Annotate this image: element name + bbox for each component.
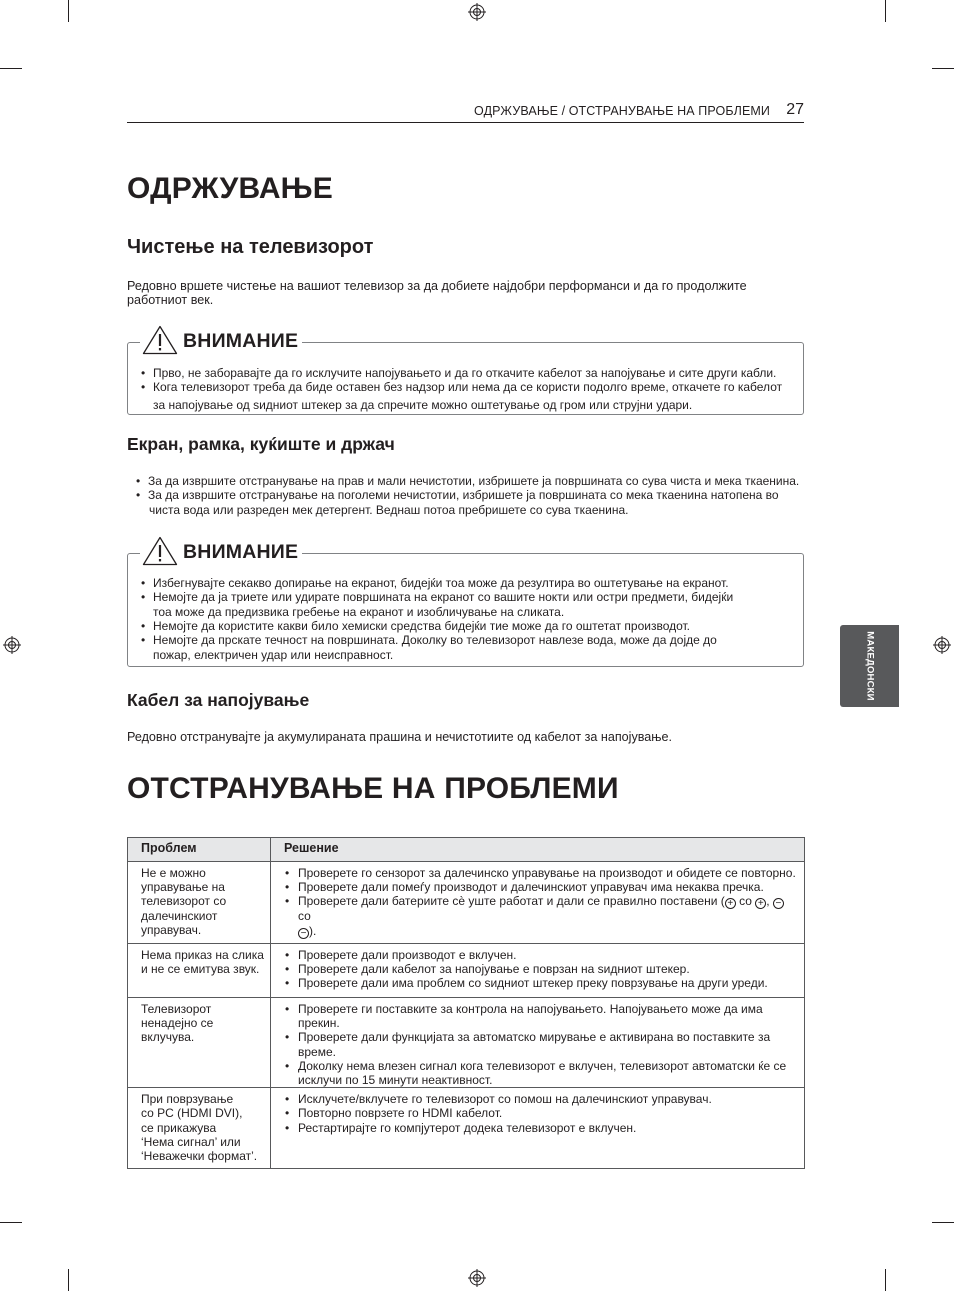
- problem-line: Телевизорот: [141, 1002, 212, 1016]
- caution-list: [141, 576, 791, 605]
- list-item: • Проверете го сензорот за далечинско управување на производот и обидете се повторно.: [283, 866, 796, 880]
- problem-line: управување на: [141, 880, 225, 895]
- crop-mark: [932, 1222, 954, 1223]
- list-item: • Проверете дали функцијата за автоматско мирување е активирана во поставките за време.: [283, 1030, 796, 1058]
- list-item: • Исклучете/вклучете го телевизорот со помош на далечинскиот управувач.: [283, 1092, 796, 1106]
- list-item: • Немојте да прскате течност на површината. Доколку во телевизорот навлезе вода, може да дојде до: [141, 633, 791, 647]
- table-row: [128, 998, 805, 1088]
- crop-mark: [68, 1269, 69, 1291]
- problem-line: Не е можно: [141, 866, 206, 880]
- problem-line: ‘Неважечки формат’.: [141, 1149, 258, 1164]
- problem-line: Нема приказ на слика: [141, 948, 264, 962]
- screen-heading: Екран, рамка, куќиште и држач: [127, 434, 395, 454]
- table-row: [128, 862, 805, 944]
- solution-list: [283, 1092, 796, 1135]
- cable-heading: Кабел за напојување: [127, 690, 310, 710]
- cleaning-intro: Редовно вршете чистење на вашиот телевизор за да добиете најдобри перформанси и да го продолжите работниот век.: [127, 279, 747, 307]
- problem-line: и не се емитува звук.: [141, 962, 260, 977]
- list-item: • За да извршите отстранување на поголеми нечистотии, избришете ја површината со мека ткаенина натопена во: [136, 488, 808, 502]
- crop-mark: [0, 1222, 22, 1223]
- problem-line: со PC (HDMI DVI),: [141, 1106, 243, 1121]
- caution-continuation: тоа може да предизвика гребење на екранот и изобличување на сликата.: [153, 605, 565, 619]
- caution-continuation: за напојување од ѕидниот штекер за да спречите можно оштетување од гром или струјни удари.: [153, 398, 693, 412]
- problem-line: се прикажува: [141, 1120, 217, 1135]
- minus-symbol-icon: −: [773, 898, 784, 909]
- registration-mark-icon: [468, 3, 486, 21]
- plus-symbol-icon: +: [755, 898, 766, 909]
- problem-cell: [128, 1088, 271, 1169]
- problem-line: управувач.: [141, 922, 202, 937]
- list-item: [283, 1059, 796, 1087]
- running-header: [127, 100, 804, 123]
- list-item: • Кога телевизорот треба да биде оставен без надзор или нема да се користи подолго време, откачете го кабелот: [141, 380, 782, 394]
- crop-mark: [885, 0, 886, 22]
- list-item: • Прво, не заборавајте да го исклучите напојувањето и да го откачите кабелот за напојување и сите други кабли.: [141, 366, 782, 380]
- registration-mark-icon: [933, 636, 951, 654]
- crop-mark: [932, 68, 954, 69]
- battery-text: Проверете дали батериите сѐ уште работат и дали се правилно поставени (: [298, 894, 725, 909]
- registration-mark-icon: [468, 1269, 486, 1287]
- problem-line: телевизорот со: [141, 894, 227, 909]
- solution-list: [283, 1002, 796, 1087]
- table-row: [128, 944, 805, 998]
- screen-list: [136, 474, 808, 503]
- problem-cell: [128, 944, 271, 998]
- solution-text: Доколку нема влезен сигнал кога телевизорот е вклучен, телевизорот автоматски ќе се: [298, 1058, 787, 1073]
- page-number: 27: [786, 101, 804, 118]
- problem-cell: [128, 862, 271, 944]
- solution-list: [283, 866, 796, 939]
- running-title: ОДРЖУВАЊЕ / ОТСТРАНУВАЊЕ НА ПРОБЛЕМИ: [474, 104, 770, 118]
- problem-line: ‘Нема сигнал’ или: [141, 1134, 241, 1149]
- crop-mark: [68, 0, 69, 22]
- list-item: • Проверете дали производот е вклучен.: [283, 948, 796, 962]
- list-item: • Проверете ги поставките за контрола на напојувањето. Напојувањето може да има прекин.: [283, 1002, 796, 1030]
- problem-line: вклучува.: [141, 1030, 195, 1045]
- troubleshooting-title: ОТСТРАНУВАЊЕ НА ПРОБЛЕМИ: [127, 772, 619, 805]
- solution-text: исклучи по 15 минути неактивност.: [298, 1073, 493, 1088]
- table-row: [128, 1088, 805, 1169]
- column-header-solution: Решение: [271, 838, 805, 862]
- plus-symbol-icon: +: [725, 898, 736, 909]
- list-item: • Избегнувајте секакво допирање на екранот, бидејќи тоа може да резултира во оштетување на екранот.: [141, 576, 791, 590]
- screen-continuation: чиста вода или разреден мек детергент. Веднаш потоа пребришете со сува ткаенина.: [149, 503, 629, 517]
- battery-text: ,: [766, 894, 773, 909]
- list-item: • Проверете дали кабелот за напојување е поврзан на ѕидниот штекер.: [283, 962, 796, 976]
- list-item: • Рестартирајте го компјутерот додека телевизорот е вклучен.: [283, 1121, 796, 1135]
- caution-label: ВНИМАНИЕ: [183, 330, 299, 352]
- problem-cell: [128, 998, 271, 1088]
- battery-text: со: [735, 894, 756, 909]
- solution-cell: [271, 862, 805, 944]
- caution-box-2: [127, 541, 804, 667]
- caution-continuation: пожар, електричен удар или неисправност.: [153, 648, 394, 662]
- problem-line: При поврзување: [141, 1092, 234, 1107]
- battery-text: со: [298, 909, 311, 924]
- column-header-problem: Проблем: [128, 838, 271, 862]
- maintenance-title: ОДРЖУВАЊЕ: [127, 172, 333, 205]
- list-item: • Повторно поврзете го HDMI кабелот.: [283, 1106, 796, 1120]
- battery-text: ).: [309, 923, 317, 938]
- solution-cell: [271, 1088, 805, 1169]
- language-tab: [840, 625, 899, 707]
- list-item: [283, 894, 796, 938]
- solution-list: [283, 948, 796, 991]
- registration-mark-icon: [3, 636, 21, 654]
- problem-line: ненадејно се: [141, 1016, 214, 1031]
- crop-mark: [0, 68, 22, 69]
- problem-line: далечинскиот: [141, 908, 218, 923]
- language-tab-label: МАКЕДОНСКИ: [864, 631, 875, 701]
- list-item: • Немојте да користите какви било хемиски средства бидејќи тие може да го оштетат производот.: [141, 619, 791, 633]
- solution-cell: [271, 944, 805, 998]
- table-header-row: [128, 838, 805, 862]
- troubleshooting-table: [127, 837, 805, 1169]
- list-item: • За да извршите отстранување на прав и мали нечистотии, избришете ја површината со сува чиста и мека ткаенина.: [136, 474, 808, 488]
- caution-header: [140, 321, 302, 355]
- list-item: • Немојте да ја триете или удирате површината на екранот со вашите нокти или остри предмети, бидејќи: [141, 590, 791, 604]
- caution-label: ВНИМАНИЕ: [183, 541, 299, 563]
- cable-text: Редовно отстранувајте ја акумулираната прашина и нечистотиите од кабелот за напојување.: [127, 730, 673, 744]
- solution-cell: [271, 998, 805, 1088]
- list-item: • Проверете дали помеѓу производот и далечинскиот управувач има некаква пречка.: [283, 880, 796, 894]
- minus-symbol-icon: −: [298, 928, 309, 939]
- caution-list: [141, 366, 782, 395]
- warning-triangle-icon: [142, 325, 178, 355]
- warning-triangle-icon: [142, 536, 178, 566]
- list-item: • Проверете дали има проблем со ѕидниот штекер преку поврзување на други уреди.: [283, 976, 796, 990]
- caution-list: [141, 619, 791, 648]
- caution-box-1: [127, 330, 804, 415]
- crop-mark: [885, 1269, 886, 1291]
- cleaning-heading: Чистење на телевизорот: [127, 236, 374, 258]
- caution-header: [140, 532, 302, 566]
